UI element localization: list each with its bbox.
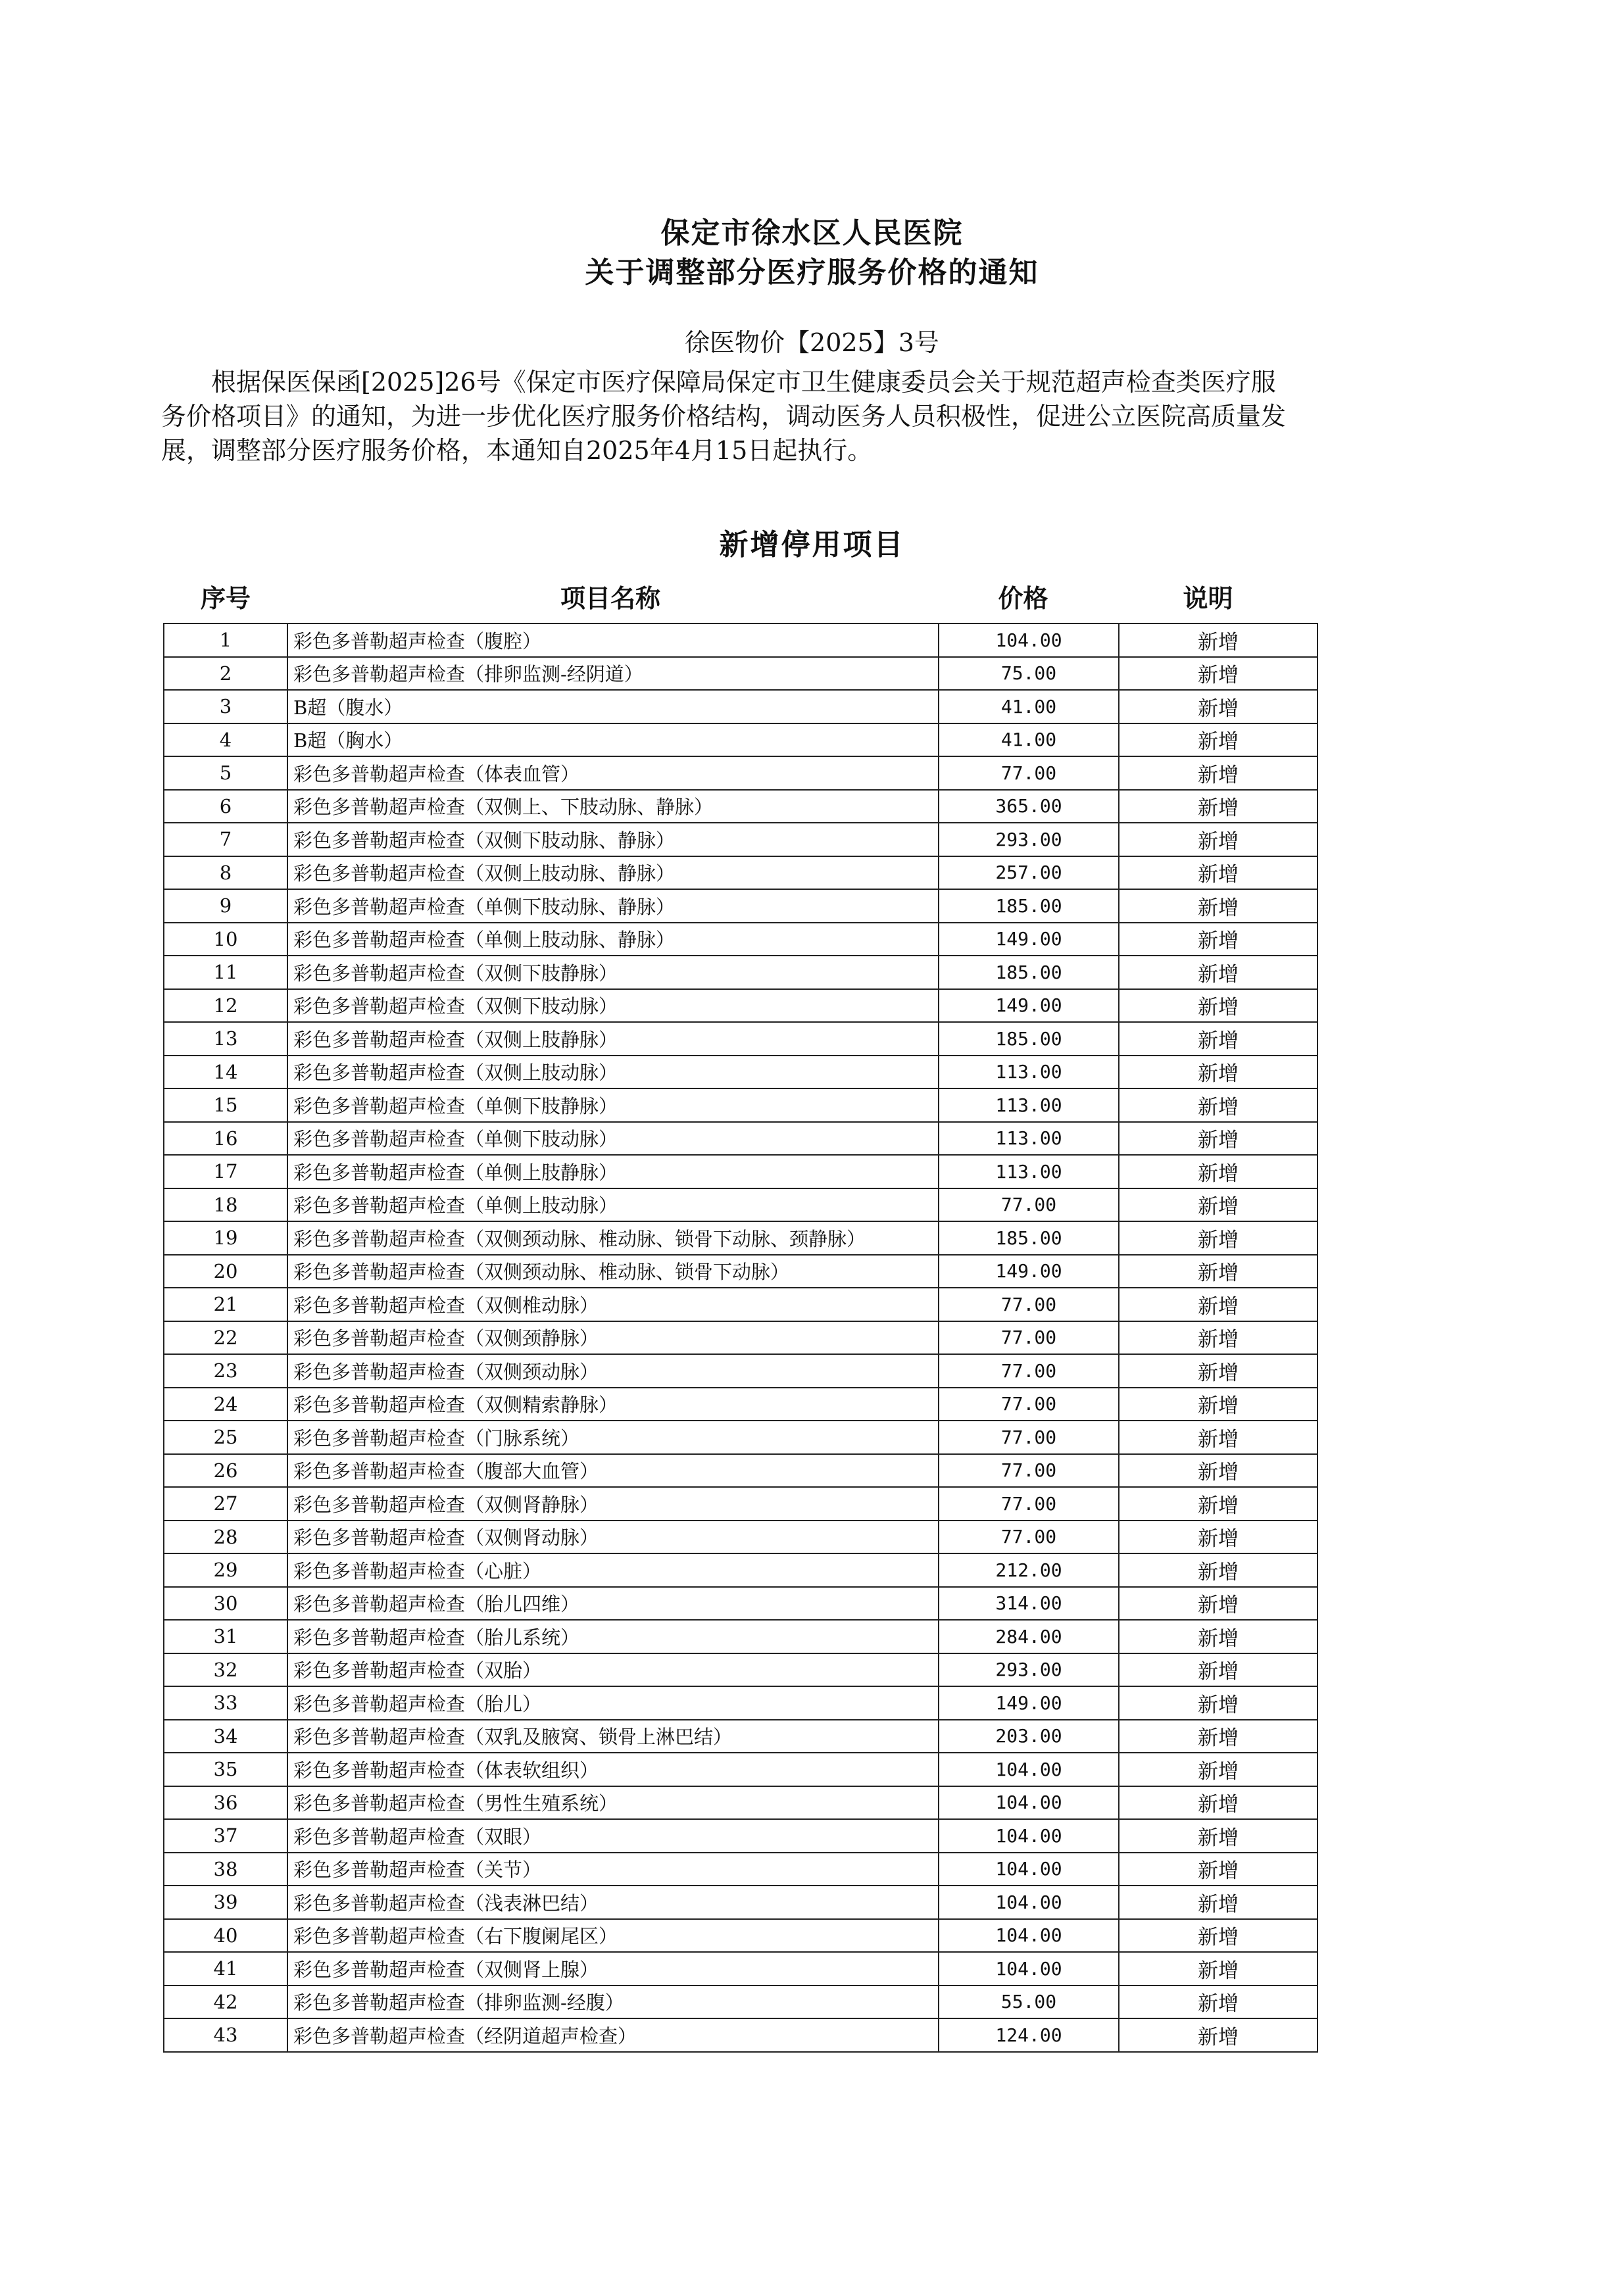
row-item-name: 彩色多普勒超声检查（胎儿系统）	[287, 1620, 939, 1653]
row-note: 新增	[1119, 1521, 1317, 1554]
row-seq: 26	[164, 1454, 287, 1488]
row-price: 41.00	[939, 690, 1119, 723]
table-row	[164, 1819, 1317, 1853]
row-seq: 42	[164, 1986, 287, 2019]
row-seq: 29	[164, 1553, 287, 1587]
row-note: 新增	[1119, 1056, 1317, 1089]
row-item-name: 彩色多普勒超声检查（经阴道超声检查）	[287, 2018, 939, 2052]
row-note: 新增	[1119, 1188, 1317, 1222]
row-price: 365.00	[939, 790, 1119, 823]
row-note: 新增	[1119, 1553, 1317, 1587]
row-price: 104.00	[939, 1952, 1119, 1986]
table-row	[164, 1421, 1317, 1454]
row-seq: 14	[164, 1056, 287, 1089]
table-row	[164, 1188, 1317, 1222]
row-price: 75.00	[939, 657, 1119, 691]
row-seq: 23	[164, 1354, 287, 1388]
row-note: 新增	[1119, 1686, 1317, 1720]
row-price: 77.00	[939, 1487, 1119, 1521]
row-seq: 22	[164, 1321, 287, 1355]
row-note: 新增	[1119, 1720, 1317, 1753]
table-row	[164, 1853, 1317, 1886]
row-price: 104.00	[939, 1786, 1119, 1820]
table-row	[164, 1686, 1317, 1720]
row-item-name: 彩色多普勒超声检查（双侧颈动脉）	[287, 1354, 939, 1388]
table-row	[164, 1886, 1317, 1919]
row-note: 新增	[1119, 1819, 1317, 1853]
row-seq: 30	[164, 1587, 287, 1621]
row-item-name: 彩色多普勒超声检查（双侧肾上腺）	[287, 1952, 939, 1986]
row-seq: 6	[164, 790, 287, 823]
document-number: 徐医物价【2025】3号	[685, 328, 939, 357]
row-seq: 40	[164, 1919, 287, 1953]
row-item-name: 彩色多普勒超声检查（胎儿）	[287, 1686, 939, 1720]
row-note: 新增	[1119, 790, 1317, 823]
row-item-name: 彩色多普勒超声检查（单侧下肢动脉、静脉）	[287, 889, 939, 923]
row-note: 新增	[1119, 823, 1317, 856]
row-note: 新增	[1119, 1454, 1317, 1488]
table-row	[164, 1388, 1317, 1421]
row-item-name: 彩色多普勒超声检查（双侧上、下肢动脉、静脉）	[287, 790, 939, 823]
row-price: 185.00	[939, 889, 1119, 923]
row-note: 新增	[1119, 2018, 1317, 2052]
row-seq: 18	[164, 1188, 287, 1222]
row-price: 113.00	[939, 1155, 1119, 1188]
row-note: 新增	[1119, 623, 1317, 657]
row-item-name: 彩色多普勒超声检查（双侧精索静脉）	[287, 1388, 939, 1421]
row-note: 新增	[1119, 1620, 1317, 1653]
row-price: 203.00	[939, 1720, 1119, 1753]
row-price: 113.00	[939, 1056, 1119, 1089]
row-item-name: 彩色多普勒超声检查（体表血管）	[287, 756, 939, 790]
row-price: 104.00	[939, 1819, 1119, 1853]
row-seq: 41	[164, 1952, 287, 1986]
row-price: 104.00	[939, 1886, 1119, 1919]
row-seq: 31	[164, 1620, 287, 1653]
row-price: 257.00	[939, 856, 1119, 890]
table-header	[163, 579, 1311, 618]
row-note: 新增	[1119, 1421, 1317, 1454]
table-row	[164, 1487, 1317, 1521]
row-price: 149.00	[939, 1686, 1119, 1720]
row-note: 新增	[1119, 989, 1317, 1023]
row-seq: 2	[164, 657, 287, 691]
row-seq: 35	[164, 1753, 287, 1786]
row-item-name: 彩色多普勒超声检查（男性生殖系统）	[287, 1786, 939, 1820]
row-item-name: 彩色多普勒超声检查（双胎）	[287, 1653, 939, 1687]
row-seq: 15	[164, 1088, 287, 1122]
row-price: 77.00	[939, 1321, 1119, 1355]
row-seq: 34	[164, 1720, 287, 1753]
row-price: 104.00	[939, 1919, 1119, 1953]
row-seq: 19	[164, 1221, 287, 1255]
row-price: 77.00	[939, 1188, 1119, 1222]
row-price: 212.00	[939, 1553, 1119, 1587]
row-note: 新增	[1119, 756, 1317, 790]
table-row	[164, 856, 1317, 890]
column-header-note: 说明	[1183, 584, 1233, 613]
row-seq: 3	[164, 690, 287, 723]
row-price: 149.00	[939, 989, 1119, 1023]
row-seq: 24	[164, 1388, 287, 1421]
row-price: 113.00	[939, 1088, 1119, 1122]
row-note: 新增	[1119, 1753, 1317, 1786]
row-note: 新增	[1119, 1354, 1317, 1388]
column-header-seq: 序号	[200, 584, 251, 613]
row-item-name: 彩色多普勒超声检查（体表软组织）	[287, 1753, 939, 1786]
row-item-name: 彩色多普勒超声检查（关节）	[287, 1853, 939, 1886]
table-row	[164, 1022, 1317, 1056]
row-seq: 20	[164, 1255, 287, 1288]
row-seq: 17	[164, 1155, 287, 1188]
row-seq: 16	[164, 1122, 287, 1156]
column-header-name: 项目名称	[560, 584, 660, 613]
table-row	[164, 989, 1317, 1023]
row-seq: 9	[164, 889, 287, 923]
row-item-name: 彩色多普勒超声检查（心脏）	[287, 1553, 939, 1587]
table-row	[164, 790, 1317, 823]
row-item-name: B超（胸水）	[287, 723, 939, 757]
row-item-name: 彩色多普勒超声检查（浅表淋巴结）	[287, 1886, 939, 1919]
row-item-name: 彩色多普勒超声检查（双侧肾动脉）	[287, 1521, 939, 1554]
row-price: 104.00	[939, 1853, 1119, 1886]
table-row	[164, 1620, 1317, 1653]
row-note: 新增	[1119, 1653, 1317, 1687]
row-seq: 4	[164, 723, 287, 757]
row-note: 新增	[1119, 1786, 1317, 1820]
row-note: 新增	[1119, 1022, 1317, 1056]
row-item-name: 彩色多普勒超声检查（单侧上肢静脉）	[287, 1155, 939, 1188]
row-seq: 33	[164, 1686, 287, 1720]
row-note: 新增	[1119, 1321, 1317, 1355]
row-price: 124.00	[939, 2018, 1119, 2052]
row-seq: 32	[164, 1653, 287, 1687]
row-item-name: 彩色多普勒超声检查（腹腔）	[287, 623, 939, 657]
row-price: 77.00	[939, 1354, 1119, 1388]
row-note: 新增	[1119, 1487, 1317, 1521]
row-price: 77.00	[939, 1288, 1119, 1321]
row-note: 新增	[1119, 1587, 1317, 1621]
table-row	[164, 723, 1317, 757]
intro-paragraph: 根据保医保函[2025]26号《保定市医疗保障局保定市卫生健康委员会关于规范超声检查类医疗服务价格项目》的通知，为进一步优化医疗服务价格结构，调动医务人员积极性，促进公立医院高质量发展，调整部分医疗服务价格，本通知自2025年4月15日起执行。	[161, 368, 1287, 465]
table-row	[164, 1753, 1317, 1786]
row-item-name: 彩色多普勒超声检查（双侧上肢静脉）	[287, 1022, 939, 1056]
row-price: 104.00	[939, 1753, 1119, 1786]
row-note: 新增	[1119, 690, 1317, 723]
row-item-name: 彩色多普勒超声检查（腹部大血管）	[287, 1454, 939, 1488]
row-price: 314.00	[939, 1587, 1119, 1621]
row-note: 新增	[1119, 1088, 1317, 1122]
table-row	[164, 1221, 1317, 1255]
row-item-name: 彩色多普勒超声检查（双侧上肢动脉、静脉）	[287, 856, 939, 890]
row-note: 新增	[1119, 1886, 1317, 1919]
row-note: 新增	[1119, 723, 1317, 757]
table-row	[164, 1521, 1317, 1554]
row-seq: 25	[164, 1421, 287, 1454]
row-price: 149.00	[939, 1255, 1119, 1288]
table-row	[164, 1786, 1317, 1820]
row-price: 77.00	[939, 1421, 1119, 1454]
table-row	[164, 623, 1317, 657]
document-title-line2: 关于调整部分医疗服务价格的通知	[585, 256, 1039, 289]
column-header-price: 价格	[998, 584, 1048, 613]
row-item-name: 彩色多普勒超声检查（单侧上肢动脉、静脉）	[287, 923, 939, 956]
table-row	[164, 889, 1317, 923]
row-item-name: 彩色多普勒超声检查（双眼）	[287, 1819, 939, 1853]
row-note: 新增	[1119, 1853, 1317, 1886]
row-item-name: 彩色多普勒超声检查（排卵监测-经腹）	[287, 1986, 939, 2019]
row-item-name: 彩色多普勒超声检查（单侧上肢动脉）	[287, 1188, 939, 1222]
row-seq: 5	[164, 756, 287, 790]
row-item-name: B超（腹水）	[287, 690, 939, 723]
row-item-name: 彩色多普勒超声检查（单侧下肢动脉）	[287, 1122, 939, 1156]
table-row	[164, 1720, 1317, 1753]
row-price: 41.00	[939, 723, 1119, 757]
table-row	[164, 1155, 1317, 1188]
row-price: 293.00	[939, 1653, 1119, 1687]
table-row	[164, 1122, 1317, 1156]
table-row	[164, 756, 1317, 790]
row-item-name: 彩色多普勒超声检查（双侧椎动脉）	[287, 1288, 939, 1321]
row-price: 149.00	[939, 923, 1119, 956]
row-price: 55.00	[939, 1986, 1119, 2019]
row-seq: 12	[164, 989, 287, 1023]
table-row	[164, 1288, 1317, 1321]
price-table	[163, 623, 1318, 2053]
row-note: 新增	[1119, 1122, 1317, 1156]
row-item-name: 彩色多普勒超声检查（排卵监测-经阴道）	[287, 657, 939, 691]
table-row	[164, 1919, 1317, 1953]
row-price: 77.00	[939, 1388, 1119, 1421]
row-item-name: 彩色多普勒超声检查（双侧肾静脉）	[287, 1487, 939, 1521]
row-item-name: 彩色多普勒超声检查（双侧颈动脉、椎动脉、锁骨下动脉、颈静脉）	[287, 1221, 939, 1255]
row-seq: 13	[164, 1022, 287, 1056]
table-row	[164, 1553, 1317, 1587]
table-row	[164, 1056, 1317, 1089]
row-item-name: 彩色多普勒超声检查（双侧颈静脉）	[287, 1321, 939, 1355]
row-seq: 38	[164, 1853, 287, 1886]
row-note: 新增	[1119, 923, 1317, 956]
row-price: 293.00	[939, 823, 1119, 856]
row-seq: 37	[164, 1819, 287, 1853]
row-item-name: 彩色多普勒超声检查（双侧颈动脉、椎动脉、锁骨下动脉）	[287, 1255, 939, 1288]
row-price: 77.00	[939, 1521, 1119, 1554]
row-price: 77.00	[939, 756, 1119, 790]
row-item-name: 彩色多普勒超声检查（胎儿四维）	[287, 1587, 939, 1621]
table-row	[164, 1321, 1317, 1355]
row-seq: 21	[164, 1288, 287, 1321]
row-seq: 7	[164, 823, 287, 856]
row-note: 新增	[1119, 1952, 1317, 1986]
row-note: 新增	[1119, 1288, 1317, 1321]
row-price: 185.00	[939, 1221, 1119, 1255]
row-seq: 10	[164, 923, 287, 956]
row-note: 新增	[1119, 1255, 1317, 1288]
row-note: 新增	[1119, 1221, 1317, 1255]
table-row	[164, 1255, 1317, 1288]
row-item-name: 彩色多普勒超声检查（双乳及腋窝、锁骨上淋巴结）	[287, 1720, 939, 1753]
row-item-name: 彩色多普勒超声检查（门脉系统）	[287, 1421, 939, 1454]
row-seq: 36	[164, 1786, 287, 1820]
row-item-name: 彩色多普勒超声检查（双侧上肢动脉）	[287, 1056, 939, 1089]
row-note: 新增	[1119, 956, 1317, 989]
table-row	[164, 1587, 1317, 1621]
row-seq: 28	[164, 1521, 287, 1554]
row-seq: 1	[164, 623, 287, 657]
row-item-name: 彩色多普勒超声检查（双侧下肢动脉、静脉）	[287, 823, 939, 856]
table-row	[164, 1454, 1317, 1488]
section-title: 新增停用项目	[719, 528, 905, 562]
row-price: 113.00	[939, 1122, 1119, 1156]
row-seq: 39	[164, 1886, 287, 1919]
row-price: 185.00	[939, 1022, 1119, 1056]
table-row	[164, 2018, 1317, 2052]
document-title-line1: 保定市徐水区人民医院	[660, 216, 964, 250]
row-note: 新增	[1119, 657, 1317, 691]
table-row	[164, 1986, 1317, 2019]
row-seq: 8	[164, 856, 287, 890]
row-note: 新增	[1119, 1155, 1317, 1188]
row-note: 新增	[1119, 1919, 1317, 1953]
table-row	[164, 1653, 1317, 1687]
row-item-name: 彩色多普勒超声检查（右下腹阑尾区）	[287, 1919, 939, 1953]
table-row	[164, 823, 1317, 856]
row-note: 新增	[1119, 1388, 1317, 1421]
table-row	[164, 956, 1317, 989]
table-row	[164, 657, 1317, 691]
row-note: 新增	[1119, 1986, 1317, 2019]
table-row	[164, 1088, 1317, 1122]
row-note: 新增	[1119, 856, 1317, 890]
row-item-name: 彩色多普勒超声检查（双侧下肢动脉）	[287, 989, 939, 1023]
row-price: 77.00	[939, 1454, 1119, 1488]
row-price: 104.00	[939, 623, 1119, 657]
table-row	[164, 690, 1317, 723]
row-item-name: 彩色多普勒超声检查（双侧下肢静脉）	[287, 956, 939, 989]
table-row	[164, 923, 1317, 956]
row-price: 185.00	[939, 956, 1119, 989]
row-note: 新增	[1119, 889, 1317, 923]
table-row	[164, 1952, 1317, 1986]
row-item-name: 彩色多普勒超声检查（单侧下肢静脉）	[287, 1088, 939, 1122]
row-price: 284.00	[939, 1620, 1119, 1653]
row-seq: 27	[164, 1487, 287, 1521]
row-seq: 11	[164, 956, 287, 989]
row-seq: 43	[164, 2018, 287, 2052]
table-row	[164, 1354, 1317, 1388]
